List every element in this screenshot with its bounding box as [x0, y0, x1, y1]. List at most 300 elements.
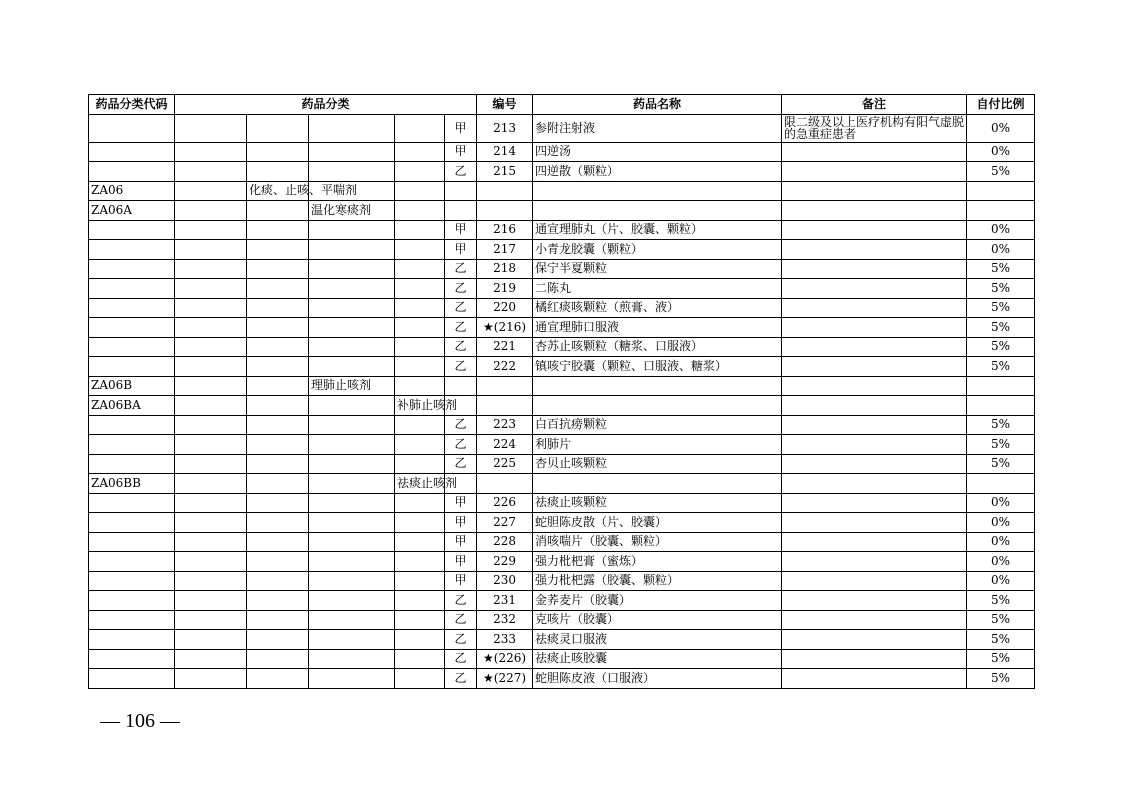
cell-category-level3 — [309, 552, 395, 572]
cell-drug-name — [533, 181, 782, 201]
cell-category-level2 — [247, 571, 309, 591]
cell-grade: 乙 — [445, 279, 477, 299]
cell-drug-name: 通宣理肺口服液 — [533, 318, 782, 338]
cell-remark — [782, 552, 967, 572]
cell-drug-name — [533, 474, 782, 494]
cell-remark — [782, 396, 967, 416]
cell-number: ★(227) — [477, 669, 533, 689]
cell-category-level4 — [395, 591, 445, 611]
cell-grade: 乙 — [445, 337, 477, 357]
table-row — [89, 114, 1035, 142]
table-row — [89, 493, 1035, 513]
cell-grade: 甲 — [445, 513, 477, 533]
cell-category-level3 — [309, 591, 395, 611]
cell-category-level4 — [395, 454, 445, 474]
cell-grade — [445, 181, 477, 201]
cell-remark — [782, 279, 967, 299]
cell-category-level1 — [175, 532, 247, 552]
cell-category-level2 — [247, 201, 309, 221]
cell-code — [89, 513, 175, 533]
cell-category-level1 — [175, 591, 247, 611]
cell-code — [89, 630, 175, 650]
cell-number — [477, 181, 533, 201]
cell-category-level3 — [309, 493, 395, 513]
table-row — [89, 630, 1035, 650]
cell-category-level1 — [175, 630, 247, 650]
table-row — [89, 162, 1035, 182]
cell-ratio — [967, 376, 1035, 396]
cell-category-level1 — [175, 279, 247, 299]
cell-grade: 甲 — [445, 532, 477, 552]
cell-category-level4 — [395, 181, 445, 201]
cell-ratio: 5% — [967, 435, 1035, 455]
cell-category-level3 — [309, 240, 395, 260]
header-code: 药品分类代码 — [89, 95, 175, 115]
cell-drug-name: 参附注射液 — [533, 114, 782, 142]
cell-code — [89, 649, 175, 669]
cell-ratio: 5% — [967, 259, 1035, 279]
header-remark: 备注 — [782, 95, 967, 115]
cell-ratio: 0% — [967, 571, 1035, 591]
cell-grade: 甲 — [445, 552, 477, 572]
cell-remark — [782, 454, 967, 474]
cell-category-level2 — [247, 298, 309, 318]
cell-code — [89, 220, 175, 240]
cell-ratio: 5% — [967, 318, 1035, 338]
cell-drug-name: 克咳片（胶囊） — [533, 610, 782, 630]
table-row — [89, 610, 1035, 630]
cell-code — [89, 240, 175, 260]
table-row — [89, 571, 1035, 591]
table-row — [89, 552, 1035, 572]
cell-drug-name: 四逆汤 — [533, 142, 782, 162]
cell-grade: 乙 — [445, 415, 477, 435]
cell-code — [89, 591, 175, 611]
table-row — [89, 220, 1035, 240]
cell-category-level3 — [309, 649, 395, 669]
table-row — [89, 591, 1035, 611]
cell-grade: 乙 — [445, 591, 477, 611]
cell-category-level1 — [175, 454, 247, 474]
cell-remark — [782, 571, 967, 591]
cell-category-level3 — [309, 532, 395, 552]
cell-number — [477, 474, 533, 494]
table-row — [89, 142, 1035, 162]
cell-remark — [782, 513, 967, 533]
cell-drug-name: 白百抗痨颗粒 — [533, 415, 782, 435]
table-row — [89, 532, 1035, 552]
cell-remark — [782, 357, 967, 377]
cell-category-level2 — [247, 630, 309, 650]
cell-category-level3 — [309, 435, 395, 455]
cell-category-level3: 温化寒痰剂 — [309, 201, 395, 221]
cell-grade: 甲 — [445, 240, 477, 260]
cell-category-level1 — [175, 201, 247, 221]
cell-category-level3: 理肺止咳剂 — [309, 376, 395, 396]
cell-category-level2 — [247, 162, 309, 182]
cell-number: 232 — [477, 610, 533, 630]
table-row — [89, 181, 1035, 201]
cell-drug-name: 杏苏止咳颗粒（糖浆、口服液） — [533, 337, 782, 357]
cell-grade: 乙 — [445, 318, 477, 338]
cell-category-level4 — [395, 669, 445, 689]
cell-category-level2: 化痰、止咳、平喘剂 — [247, 181, 309, 201]
table-row — [89, 669, 1035, 689]
cell-drug-name: 消咳喘片（胶囊、颗粒） — [533, 532, 782, 552]
cell-ratio: 5% — [967, 162, 1035, 182]
cell-category-level2 — [247, 337, 309, 357]
cell-category-level1 — [175, 376, 247, 396]
cell-category-level4 — [395, 493, 445, 513]
cell-grade: 乙 — [445, 162, 477, 182]
cell-code — [89, 435, 175, 455]
table-row — [89, 298, 1035, 318]
cell-category-level2 — [247, 649, 309, 669]
cell-drug-name: 小青龙胶囊（颗粒） — [533, 240, 782, 260]
drug-catalog-table — [88, 94, 1035, 689]
cell-category-level2 — [247, 357, 309, 377]
cell-category-level3 — [309, 318, 395, 338]
cell-number: 231 — [477, 591, 533, 611]
cell-grade: 甲 — [445, 114, 477, 142]
cell-grade: 甲 — [445, 571, 477, 591]
cell-code: ZA06BA — [89, 396, 175, 416]
cell-category-level1 — [175, 552, 247, 572]
cell-remark — [782, 415, 967, 435]
table-row — [89, 513, 1035, 533]
cell-category-level1 — [175, 357, 247, 377]
table-row — [89, 240, 1035, 260]
cell-grade: 乙 — [445, 259, 477, 279]
cell-code: ZA06A — [89, 201, 175, 221]
cell-number: 213 — [477, 114, 533, 142]
cell-category-level3 — [309, 162, 395, 182]
cell-number: 228 — [477, 532, 533, 552]
cell-remark — [782, 474, 967, 494]
cell-code — [89, 454, 175, 474]
cell-remark — [782, 649, 967, 669]
cell-code — [89, 318, 175, 338]
cell-drug-name: 保宁半夏颗粒 — [533, 259, 782, 279]
cell-drug-name — [533, 396, 782, 416]
cell-ratio: 5% — [967, 630, 1035, 650]
cell-category-level2 — [247, 415, 309, 435]
table-row — [89, 376, 1035, 396]
cell-ratio: 5% — [967, 415, 1035, 435]
cell-grade: 乙 — [445, 435, 477, 455]
cell-number: 229 — [477, 552, 533, 572]
cell-category-level4: 补肺止咳剂 — [395, 396, 445, 416]
cell-code — [89, 669, 175, 689]
cell-category-level4 — [395, 610, 445, 630]
cell-remark — [782, 201, 967, 221]
cell-category-level2 — [247, 279, 309, 299]
cell-code: ZA06B — [89, 376, 175, 396]
cell-drug-name: 祛痰灵口服液 — [533, 630, 782, 650]
cell-remark — [782, 630, 967, 650]
cell-ratio: 5% — [967, 610, 1035, 630]
cell-category-level1 — [175, 318, 247, 338]
cell-drug-name: 强力枇杷露（胶囊、颗粒） — [533, 571, 782, 591]
cell-remark — [782, 669, 967, 689]
cell-drug-name — [533, 201, 782, 221]
cell-grade: 乙 — [445, 669, 477, 689]
cell-code — [89, 493, 175, 513]
cell-drug-name: 橘红痰咳颗粒（煎膏、液） — [533, 298, 782, 318]
cell-ratio: 5% — [967, 454, 1035, 474]
cell-category-level2 — [247, 669, 309, 689]
table-row — [89, 649, 1035, 669]
cell-remark — [782, 162, 967, 182]
cell-ratio — [967, 201, 1035, 221]
cell-ratio: 0% — [967, 240, 1035, 260]
cell-ratio: 5% — [967, 279, 1035, 299]
cell-category-level1 — [175, 259, 247, 279]
cell-category-level3 — [309, 114, 395, 142]
cell-code: ZA06 — [89, 181, 175, 201]
cell-drug-name: 二陈丸 — [533, 279, 782, 299]
cell-category-level4 — [395, 552, 445, 572]
cell-remark — [782, 532, 967, 552]
cell-category-level3 — [309, 396, 395, 416]
cell-drug-name: 四逆散（颗粒） — [533, 162, 782, 182]
cell-category-level4 — [395, 279, 445, 299]
table-row — [89, 318, 1035, 338]
cell-category-level1 — [175, 474, 247, 494]
header-name: 药品名称 — [533, 95, 782, 115]
cell-drug-name: 蛇胆陈皮液（口服液） — [533, 669, 782, 689]
cell-code — [89, 114, 175, 142]
cell-category-level2 — [247, 259, 309, 279]
header-ratio: 自付比例 — [967, 95, 1035, 115]
cell-category-level2 — [247, 552, 309, 572]
cell-drug-name: 蛇胆陈皮散（片、胶囊） — [533, 513, 782, 533]
cell-category-level1 — [175, 337, 247, 357]
cell-category-level4 — [395, 415, 445, 435]
cell-number: 225 — [477, 454, 533, 474]
cell-category-level4 — [395, 240, 445, 260]
cell-ratio — [967, 181, 1035, 201]
cell-category-level2 — [247, 493, 309, 513]
cell-remark — [782, 337, 967, 357]
table-row — [89, 201, 1035, 221]
table-row — [89, 259, 1035, 279]
cell-remark — [782, 435, 967, 455]
cell-remark — [782, 493, 967, 513]
cell-remark — [782, 298, 967, 318]
cell-category-level1 — [175, 493, 247, 513]
cell-ratio: 0% — [967, 114, 1035, 142]
cell-number: 224 — [477, 435, 533, 455]
cell-category-level3 — [309, 142, 395, 162]
table-body — [89, 114, 1035, 688]
cell-category-level3 — [309, 357, 395, 377]
cell-category-level4 — [395, 220, 445, 240]
cell-category-level2 — [247, 220, 309, 240]
cell-category-level3 — [309, 571, 395, 591]
cell-code: ZA06BB — [89, 474, 175, 494]
table-row — [89, 435, 1035, 455]
cell-remark: 限二级及以上医疗机构有阳气虚脱的急重症患者 — [782, 114, 967, 142]
cell-category-level1 — [175, 220, 247, 240]
cell-number: ★(226) — [477, 649, 533, 669]
cell-ratio: 0% — [967, 220, 1035, 240]
cell-number — [477, 201, 533, 221]
cell-drug-name: 镇咳宁胶囊（颗粒、口服液、糖浆） — [533, 357, 782, 377]
cell-category-level2 — [247, 610, 309, 630]
cell-category-level3 — [309, 513, 395, 533]
cell-category-level4 — [395, 337, 445, 357]
cell-number: 220 — [477, 298, 533, 318]
cell-category-level2 — [247, 318, 309, 338]
cell-code — [89, 532, 175, 552]
cell-category-level3 — [309, 474, 395, 494]
cell-ratio — [967, 396, 1035, 416]
table-row — [89, 279, 1035, 299]
cell-drug-name: 杏贝止咳颗粒 — [533, 454, 782, 474]
cell-category-level4 — [395, 162, 445, 182]
cell-ratio: 0% — [967, 552, 1035, 572]
cell-grade: 甲 — [445, 493, 477, 513]
cell-category-level4 — [395, 142, 445, 162]
cell-drug-name: 金荞麦片（胶囊） — [533, 591, 782, 611]
cell-category-level2 — [247, 396, 309, 416]
cell-grade — [445, 201, 477, 221]
cell-category-level1 — [175, 513, 247, 533]
cell-remark — [782, 142, 967, 162]
cell-number: 230 — [477, 571, 533, 591]
cell-category-level2 — [247, 513, 309, 533]
cell-category-level4 — [395, 318, 445, 338]
cell-ratio: 0% — [967, 513, 1035, 533]
cell-code — [89, 298, 175, 318]
cell-remark — [782, 610, 967, 630]
cell-drug-name: 利肺片 — [533, 435, 782, 455]
cell-category-level1 — [175, 298, 247, 318]
cell-category-level3 — [309, 220, 395, 240]
cell-remark — [782, 220, 967, 240]
cell-grade: 乙 — [445, 454, 477, 474]
cell-remark — [782, 318, 967, 338]
cell-grade: 乙 — [445, 610, 477, 630]
table-row — [89, 415, 1035, 435]
cell-drug-name: 祛痰止咳颗粒 — [533, 493, 782, 513]
cell-category-level4 — [395, 513, 445, 533]
cell-grade: 乙 — [445, 298, 477, 318]
cell-number: 218 — [477, 259, 533, 279]
cell-category-level2 — [247, 376, 309, 396]
cell-grade — [445, 376, 477, 396]
cell-ratio: 0% — [967, 142, 1035, 162]
cell-category-level3 — [309, 415, 395, 435]
cell-ratio: 5% — [967, 649, 1035, 669]
cell-category-level2 — [247, 591, 309, 611]
cell-number: 216 — [477, 220, 533, 240]
cell-number: 223 — [477, 415, 533, 435]
table-row — [89, 396, 1035, 416]
cell-drug-name: 强力枇杷膏（蜜炼） — [533, 552, 782, 572]
cell-ratio — [967, 474, 1035, 494]
cell-category-level1 — [175, 142, 247, 162]
cell-category-level2 — [247, 435, 309, 455]
cell-category-level3 — [309, 610, 395, 630]
table-row — [89, 337, 1035, 357]
cell-remark — [782, 240, 967, 260]
cell-remark — [782, 376, 967, 396]
cell-grade: 乙 — [445, 630, 477, 650]
cell-category-level3 — [309, 669, 395, 689]
cell-category-level4 — [395, 649, 445, 669]
cell-number: ★(216) — [477, 318, 533, 338]
cell-number: 222 — [477, 357, 533, 377]
cell-number — [477, 376, 533, 396]
cell-category-level1 — [175, 649, 247, 669]
cell-remark — [782, 181, 967, 201]
cell-category-level4 — [395, 357, 445, 377]
cell-category-level1 — [175, 669, 247, 689]
cell-number: 214 — [477, 142, 533, 162]
cell-drug-name: 通宣理肺丸（片、胶囊、颗粒） — [533, 220, 782, 240]
table-header-row — [89, 95, 1035, 115]
cell-category-level4 — [395, 298, 445, 318]
cell-number — [477, 396, 533, 416]
table-row — [89, 474, 1035, 494]
cell-category-level1 — [175, 571, 247, 591]
cell-grade: 乙 — [445, 357, 477, 377]
cell-category-level4 — [395, 201, 445, 221]
cell-category-level3 — [309, 298, 395, 318]
cell-ratio: 0% — [967, 532, 1035, 552]
header-category: 药品分类 — [175, 95, 477, 115]
cell-grade: 甲 — [445, 220, 477, 240]
cell-number: 227 — [477, 513, 533, 533]
cell-category-level3 — [309, 630, 395, 650]
cell-category-level4 — [395, 114, 445, 142]
cell-category-level1 — [175, 396, 247, 416]
cell-category-level1 — [175, 162, 247, 182]
cell-category-level3 — [309, 337, 395, 357]
cell-number: 221 — [477, 337, 533, 357]
table-row — [89, 357, 1035, 377]
page-number: — 106 — — [100, 710, 180, 732]
cell-number: 217 — [477, 240, 533, 260]
cell-category-level4 — [395, 630, 445, 650]
cell-category-level1 — [175, 435, 247, 455]
cell-category-level4 — [395, 435, 445, 455]
cell-category-level2 — [247, 532, 309, 552]
cell-category-level2 — [247, 454, 309, 474]
cell-code — [89, 259, 175, 279]
cell-ratio: 5% — [967, 337, 1035, 357]
cell-ratio: 5% — [967, 591, 1035, 611]
cell-category-level4: 祛痰止咳剂 — [395, 474, 445, 494]
cell-code — [89, 162, 175, 182]
cell-code — [89, 279, 175, 299]
cell-category-level3 — [309, 279, 395, 299]
cell-code — [89, 415, 175, 435]
cell-ratio: 5% — [967, 669, 1035, 689]
cell-category-level4 — [395, 259, 445, 279]
cell-grade: 乙 — [445, 649, 477, 669]
cell-code — [89, 610, 175, 630]
cell-remark — [782, 259, 967, 279]
cell-code — [89, 142, 175, 162]
cell-code — [89, 552, 175, 572]
cell-category-level3 — [309, 454, 395, 474]
cell-category-level2 — [247, 142, 309, 162]
cell-category-level2 — [247, 474, 309, 494]
cell-category-level1 — [175, 240, 247, 260]
